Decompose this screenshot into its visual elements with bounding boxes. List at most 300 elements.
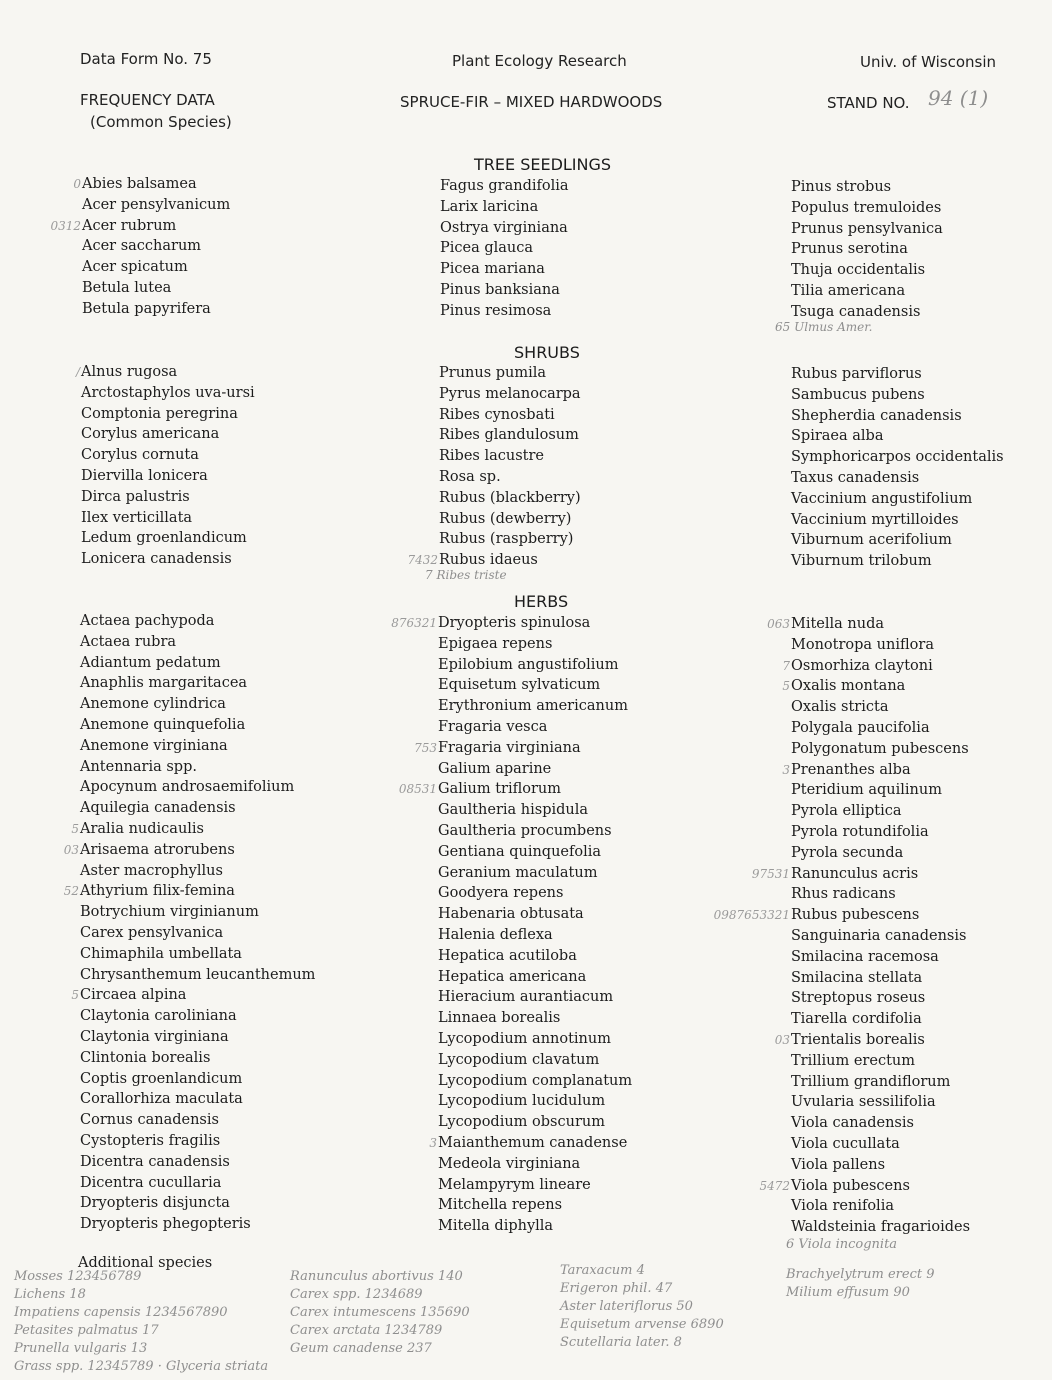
stand-number-value: 94 (1) — [928, 86, 989, 110]
species-name: Acer pensylvanicum — [82, 196, 231, 213]
shrubs-column-2 — [407, 363, 709, 571]
handwritten-species-entry: Prunella vulgaris 13 — [14, 1341, 148, 1356]
handwritten-species-entry: Carex arctata 1234789 — [290, 1323, 443, 1338]
species-name: Viola pubescens — [791, 1177, 910, 1194]
species-item — [429, 1133, 708, 1154]
species-item — [791, 198, 1031, 219]
species-name: Apocynum androsaemifolium — [80, 779, 295, 796]
species-item — [80, 1006, 350, 1027]
species-item — [81, 404, 351, 425]
pencil-tally-note: 5472 — [759, 1178, 790, 1193]
species-item — [71, 985, 350, 1006]
handwritten-species-entry: Brachyelytrum erect 9 — [786, 1267, 935, 1282]
species-name: Galium triflorum — [438, 781, 562, 798]
species-name: Dryopteris phegopteris — [80, 1216, 251, 1233]
species-name: Hepatica americana — [438, 968, 587, 985]
species-name: Pteridium aquilinum — [791, 782, 942, 799]
species-name: Linnaea borealis — [438, 1010, 561, 1027]
species-item — [759, 1176, 1031, 1197]
species-item — [791, 988, 1031, 1009]
species-item — [80, 944, 350, 965]
species-item — [438, 675, 708, 696]
species-name: Gentiana quinquefolia — [438, 843, 602, 860]
handwritten-species-entry: Carex spp. 1234689 — [290, 1287, 423, 1302]
species-item — [791, 801, 1031, 822]
pencil-tally-note: 3 — [782, 762, 790, 777]
species-name: Pinus resimosa — [440, 302, 552, 319]
species-name: Ledum groenlandicum — [81, 530, 247, 547]
species-name: Mitella diphylla — [438, 1218, 554, 1235]
species-item — [80, 861, 350, 882]
species-item — [439, 446, 709, 467]
species-name: Viola cucullata — [791, 1135, 900, 1152]
form-number: Data Form No. 75 — [80, 50, 212, 68]
pencil-tally-note: 0 — [73, 177, 81, 191]
additional-species-column-1 — [14, 1268, 268, 1376]
species-name: Adiantum pedatum — [80, 654, 221, 671]
species-name: Lycopodium annotinum — [438, 1030, 611, 1047]
species-name: Polygala paucifolia — [791, 719, 930, 736]
species-name: Equisetum sylvaticum — [438, 677, 601, 694]
species-item — [438, 821, 708, 842]
species-item — [791, 1072, 1031, 1093]
species-item — [80, 1110, 350, 1131]
species-item — [791, 635, 1031, 656]
species-name: Maianthemum canadense — [438, 1134, 628, 1151]
species-item — [81, 466, 351, 487]
species-item — [791, 947, 1031, 968]
species-name: Coptis groenlandicum — [80, 1070, 243, 1087]
herbs-column-2 — [391, 613, 708, 1237]
species-name: Geranium maculatum — [438, 864, 598, 881]
species-name: Circaea alpina — [80, 987, 187, 1004]
species-item — [791, 1009, 1031, 1030]
handwritten-species-entry: Lichens 18 — [14, 1287, 86, 1302]
species-name: Dryopteris disjuncta — [80, 1195, 230, 1212]
species-name: Acer saccharum — [82, 238, 202, 255]
species-item — [80, 1089, 350, 1110]
pencil-tally-note: 3 — [429, 1135, 437, 1150]
species-name: Anemone quinquefolia — [80, 716, 246, 733]
species-name: Rubus pubescens — [791, 907, 920, 924]
species-item — [80, 653, 350, 674]
species-item — [791, 426, 1031, 447]
species-item — [439, 405, 709, 426]
species-name: Acer spicatum — [82, 259, 188, 276]
species-item — [80, 965, 350, 986]
shrubs-column-1 — [75, 362, 351, 570]
species-name: Rubus (dewberry) — [439, 510, 572, 527]
species-name: Anaphlis margaritacea — [80, 675, 248, 692]
species-item — [82, 257, 352, 278]
species-item — [439, 467, 709, 488]
species-name: Populus tremuloides — [791, 199, 942, 216]
additional-species-column-4 — [786, 1266, 935, 1302]
species-name: Dicentra cucullaria — [80, 1174, 222, 1191]
species-item — [414, 738, 708, 759]
species-item — [791, 1092, 1031, 1113]
species-name: Betula lutea — [82, 279, 172, 296]
species-item — [438, 883, 708, 904]
pencil-tally-note: 52 — [63, 884, 79, 899]
pencil-tally-note: 063 — [767, 617, 790, 631]
pencil-tally-note: 5 — [71, 821, 79, 836]
species-name: Prunus serotina — [791, 241, 908, 258]
species-name: Pyrola rotundifolia — [791, 823, 929, 840]
species-item — [80, 673, 350, 694]
species-item — [791, 1196, 1031, 1217]
species-name: Fragaria vesca — [438, 718, 548, 735]
handwritten-species-entry: Grass spp. 12345789 · Glyceria striata — [14, 1359, 269, 1374]
species-name: Shepherdia canadensis — [791, 407, 962, 424]
species-item — [80, 1027, 350, 1048]
species-name: Corylus americana — [81, 426, 220, 443]
species-name: Halenia deflexa — [438, 926, 553, 943]
species-item — [438, 946, 708, 967]
species-item — [438, 904, 708, 925]
frequency-data-title: FREQUENCY DATA — [80, 91, 215, 109]
shrubs-handwritten-addition: 7 Ribes triste — [425, 568, 507, 582]
species-name: Actaea pachypoda — [80, 613, 215, 629]
species-item — [438, 1112, 708, 1133]
species-item — [440, 197, 710, 218]
species-name: Ribes cynosbati — [439, 406, 555, 423]
species-item — [439, 384, 709, 405]
species-item — [438, 987, 708, 1008]
species-item — [782, 656, 1031, 677]
species-name: Monotropa uniflora — [791, 636, 934, 653]
handwritten-species-entry: Taraxacum 4 — [560, 1263, 645, 1278]
species-item — [82, 278, 352, 299]
species-name: Medeola virginiana — [438, 1155, 581, 1172]
species-name: Oxalis montana — [791, 678, 906, 695]
species-item — [751, 864, 1031, 885]
species-name: Vaccinium myrtilloides — [791, 511, 959, 528]
handwritten-species-entry: Geum canadense 237 — [290, 1341, 432, 1356]
species-item — [80, 1173, 350, 1194]
species-name: Ilex verticillata — [81, 509, 193, 526]
handwritten-species-entry: Erigeron phil. 47 — [560, 1281, 673, 1296]
species-name: Alnus rugosa — [81, 364, 178, 380]
species-name: Smilacina racemosa — [791, 948, 939, 965]
pencil-tally-note: 753 — [414, 740, 437, 755]
species-item — [440, 301, 710, 322]
species-item — [81, 383, 351, 404]
handwritten-species-entry: Mosses 123456789 — [14, 1269, 142, 1284]
species-item — [791, 926, 1031, 947]
species-name: Cornus canadensis — [80, 1112, 219, 1129]
species-name: Rubus (blackberry) — [439, 489, 581, 506]
species-name: Ribes lacustre — [439, 448, 544, 465]
species-item — [80, 1152, 350, 1173]
species-item — [438, 696, 708, 717]
handwritten-species-entry: Impatiens capensis 1234567890 — [14, 1305, 228, 1320]
species-name: Lycopodium obscurum — [438, 1114, 605, 1131]
species-name: Arctostaphylos uva-ursi — [81, 384, 255, 401]
pencil-tally-note: 03 — [63, 842, 79, 857]
species-name: Fagus grandifolia — [440, 178, 569, 194]
herbs-column-3 — [713, 614, 1031, 1238]
species-item — [80, 715, 350, 736]
species-item — [81, 508, 351, 529]
species-item — [438, 925, 708, 946]
stand-number-label: STAND NO. — [827, 94, 910, 112]
species-item — [81, 424, 351, 445]
species-item — [80, 757, 350, 778]
pencil-tally-note: 7432 — [407, 553, 438, 568]
species-item — [438, 1071, 708, 1092]
seedlings-handwritten-addition: 65 Ulmus Amer. — [775, 320, 873, 334]
species-name: Vaccinium angustifolium — [791, 490, 973, 507]
species-item — [82, 195, 352, 216]
species-item — [791, 697, 1031, 718]
species-item — [80, 798, 350, 819]
species-name: Thuja occidentalis — [791, 262, 926, 279]
handwritten-species-entry: Ranunculus abortivus 140 — [290, 1269, 463, 1284]
species-item — [80, 902, 350, 923]
species-name: Lycopodium clavatum — [438, 1051, 600, 1068]
species-item — [73, 174, 352, 195]
species-name: Galium aparine — [438, 760, 552, 777]
species-name: Osmorhiza claytoni — [791, 657, 933, 674]
species-item — [80, 611, 350, 632]
species-item — [791, 260, 1031, 281]
species-item — [791, 364, 1031, 385]
species-name: Ribes glandulosum — [439, 427, 579, 444]
species-item — [80, 1193, 350, 1214]
species-item — [80, 736, 350, 757]
species-name: Dryopteris spinulosa — [438, 615, 591, 631]
species-item — [63, 840, 350, 861]
species-name: Clintonia borealis — [80, 1049, 211, 1066]
species-name: Uvularia sessilifolia — [791, 1094, 936, 1111]
species-item — [80, 1069, 350, 1090]
seedlings-column-3 — [791, 177, 1031, 323]
species-item — [791, 1155, 1031, 1176]
pencil-tally-note: 0312 — [50, 218, 81, 233]
handwritten-species-entry: Carex intumescens 135690 — [290, 1305, 470, 1320]
species-name: Sanguinaria canadensis — [791, 927, 967, 944]
species-name: Aster macrophyllus — [80, 862, 223, 879]
handwritten-species-entry: Milium effusum 90 — [786, 1285, 910, 1300]
species-item — [791, 489, 1031, 510]
species-name: Spiraea alba — [791, 428, 884, 445]
section-tree-seedlings: TREE SEEDLINGS — [474, 155, 612, 174]
species-item — [438, 1216, 708, 1237]
species-name: Erythronium americanum — [438, 698, 628, 715]
species-item — [791, 385, 1031, 406]
species-name: Pyrus melanocarpa — [439, 385, 581, 402]
species-name: Tiarella cordifolia — [791, 1011, 922, 1028]
pencil-tally-note: 0987653321 — [713, 908, 790, 923]
handwritten-species-entry: Aster lateriflorus 50 — [560, 1299, 693, 1314]
handwritten-species-entry: Petasites palmatus 17 — [14, 1323, 159, 1338]
species-name: Aralia nudicaulis — [80, 820, 204, 837]
species-item — [791, 468, 1031, 489]
species-name: Rhus radicans — [791, 886, 896, 903]
species-name: Chrysanthemum leucanthemum — [80, 966, 316, 983]
species-item — [791, 1134, 1031, 1155]
species-name: Trillium grandiflorum — [791, 1073, 951, 1090]
species-item — [440, 218, 710, 239]
species-item — [438, 1091, 708, 1112]
species-name: Oxalis stricta — [791, 699, 889, 716]
species-name: Acer rubrum — [82, 217, 177, 234]
species-item — [80, 1048, 350, 1069]
species-item — [791, 530, 1031, 551]
species-item — [438, 655, 708, 676]
species-item — [791, 177, 1031, 198]
species-name: Ranunculus acris — [791, 865, 919, 882]
handwritten-species-entry: Scutellaria later. 8 — [560, 1335, 682, 1350]
species-item — [81, 487, 351, 508]
species-item — [439, 509, 709, 530]
pencil-tally-note: 08531 — [398, 782, 437, 797]
species-item — [791, 510, 1031, 531]
species-item — [439, 529, 709, 550]
species-item — [438, 1029, 708, 1050]
species-name: Lycopodium lucidulum — [438, 1093, 606, 1110]
seedlings-column-2 — [440, 176, 710, 322]
species-item — [791, 968, 1031, 989]
species-name: Corallorhiza maculata — [80, 1091, 243, 1108]
seedlings-column-1 — [50, 174, 352, 320]
species-name: Prenanthes alba — [791, 761, 911, 778]
species-item — [80, 1214, 350, 1235]
pencil-tally-note: 5 — [782, 679, 790, 694]
forest-type-title: SPRUCE-FIR – MIXED HARDWOODS — [400, 93, 663, 111]
species-name: Viola renifolia — [791, 1198, 894, 1215]
species-item — [438, 800, 708, 821]
species-name: Trientalis borealis — [791, 1031, 925, 1048]
species-name: Gaultheria procumbens — [438, 822, 612, 839]
species-item — [81, 549, 351, 570]
species-item — [791, 739, 1031, 760]
species-name: Goodyera repens — [438, 885, 564, 902]
species-item — [438, 1154, 708, 1175]
species-name: Rubus (raspberry) — [439, 531, 574, 548]
shrubs-column-3 — [791, 364, 1031, 572]
species-name: Cystopteris fragilis — [80, 1132, 221, 1149]
species-name: Carex pensylvanica — [80, 924, 224, 941]
species-name: Botrychium virginianum — [80, 904, 259, 921]
species-item — [438, 967, 708, 988]
species-name: Viola canadensis — [791, 1115, 914, 1132]
pencil-tally-note: 03 — [774, 1032, 790, 1047]
species-name: Hepatica acutiloba — [438, 947, 577, 964]
species-item — [438, 1175, 708, 1196]
species-name: Arisaema atrorubens — [80, 841, 235, 858]
species-item — [82, 299, 352, 320]
additional-species-column-3 — [560, 1262, 724, 1352]
species-item — [81, 445, 351, 466]
herbs-handwritten-addition: 6 Viola incognita — [786, 1237, 898, 1252]
species-name: Prunus pumila — [439, 365, 547, 381]
species-item — [438, 634, 708, 655]
species-name: Gaultheria hispidula — [438, 802, 589, 819]
pencil-tally-note: 876321 — [391, 616, 437, 630]
species-item — [440, 238, 710, 259]
species-item — [782, 676, 1031, 697]
species-item — [50, 216, 352, 237]
species-item — [791, 884, 1031, 905]
species-name: Fragaria virginiana — [438, 739, 581, 756]
species-name: Sambucus pubens — [791, 386, 925, 403]
species-name: Ostrya virginiana — [440, 219, 568, 236]
species-name: Pyrola secunda — [791, 844, 904, 861]
species-item — [80, 923, 350, 944]
species-item — [63, 881, 350, 902]
common-species-subtitle: (Common Species) — [90, 113, 232, 131]
species-name: Taxus canadensis — [791, 469, 920, 486]
species-item — [82, 236, 352, 257]
species-name: Aquilegia canadensis — [80, 800, 236, 817]
species-name: Pinus banksiana — [440, 281, 560, 298]
species-item — [791, 1113, 1031, 1134]
handwritten-species-entry: Equisetum arvense 6890 — [560, 1317, 724, 1332]
species-item — [80, 1131, 350, 1152]
species-name: Mitella nuda — [791, 616, 885, 632]
species-item — [791, 219, 1031, 240]
species-name: Viola pallens — [791, 1156, 886, 1173]
species-name: Pyrola elliptica — [791, 803, 902, 820]
species-item — [438, 863, 708, 884]
pencil-tally-note: 5 — [71, 988, 79, 1003]
species-name: Claytonia virginiana — [80, 1028, 229, 1045]
species-item — [713, 905, 1031, 926]
species-name: Viburnum trilobum — [791, 553, 932, 570]
species-name: Epigaea repens — [438, 635, 553, 652]
species-name: Anemone cylindrica — [80, 696, 226, 713]
species-name: Melampyrym lineare — [438, 1176, 591, 1193]
species-item — [791, 406, 1031, 427]
species-item — [439, 488, 709, 509]
pencil-tally-note: / — [75, 365, 80, 379]
species-name: Corylus cornuta — [81, 447, 199, 464]
species-item — [782, 760, 1031, 781]
species-item — [791, 843, 1031, 864]
species-item — [80, 694, 350, 715]
additional-species-column-2 — [290, 1268, 470, 1358]
org-name: Plant Ecology Research — [452, 52, 627, 70]
species-name: Rosa sp. — [439, 468, 501, 485]
species-item — [81, 528, 351, 549]
species-item — [774, 1030, 1031, 1051]
university-name: Univ. of Wisconsin — [860, 53, 997, 71]
species-name: Prunus pensylvanica — [791, 220, 943, 237]
species-name: Picea glauca — [440, 240, 534, 257]
species-item — [791, 239, 1031, 260]
species-item — [398, 779, 708, 800]
species-name: Smilacina stellata — [791, 969, 923, 986]
species-name: Mitchella repens — [438, 1197, 563, 1214]
species-name: Hieracium aurantiacum — [438, 989, 614, 1006]
species-item — [767, 614, 1031, 635]
pencil-tally-note: 7 — [782, 658, 790, 673]
species-item — [75, 362, 351, 383]
section-herbs: HERBS — [514, 592, 569, 611]
species-name: Habenaria obtusata — [438, 906, 584, 923]
species-name: Polygonatum pubescens — [791, 740, 969, 757]
pencil-tally-note: 97531 — [751, 866, 790, 881]
species-name: Streptopus roseus — [791, 990, 926, 1007]
species-name: Rubus idaeus — [439, 552, 538, 569]
species-name: Chimaphila umbellata — [80, 945, 242, 962]
species-name: Dicentra canadensis — [80, 1153, 230, 1170]
species-item — [440, 259, 710, 280]
species-name: Anemone virginiana — [80, 737, 228, 754]
species-item — [80, 632, 350, 653]
